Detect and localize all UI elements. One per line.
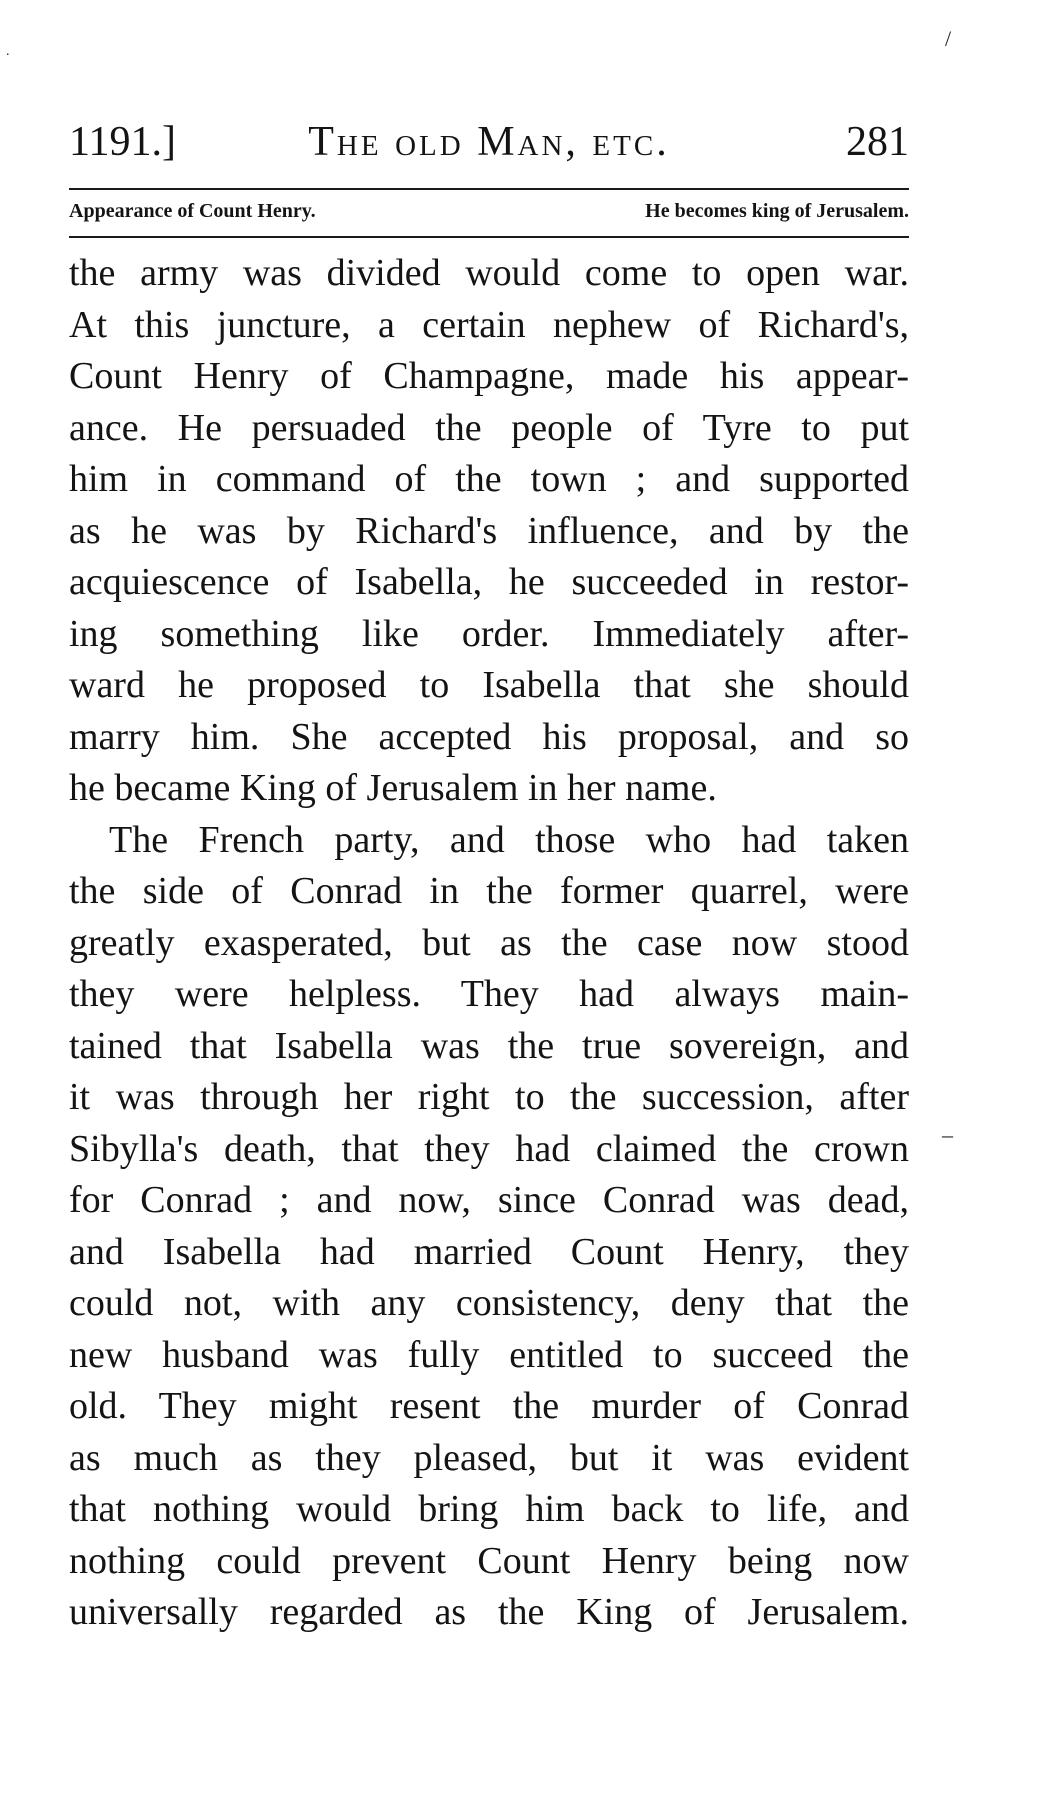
body-text [69,248,909,1639]
text-line: greatly exasperated, but as the case now stood [69,921,909,964]
text-line: him in command of the town ; and supported [69,458,909,500]
text-line: tained that Isabella was the true sovereign, and [69,1024,909,1067]
text-line: he became King of Jerusalem in her name. [69,767,717,809]
page-number: 281 [846,119,909,165]
text-line: the army was divided would come to open war. [69,252,909,294]
text-line: universally regarded as the King of Jerusalem. [69,1591,909,1633]
text-line: Count Henry of Champagne, made his appear- [69,355,909,397]
text-line: could not, with any consistency, deny that the [69,1282,909,1324]
sidenote-left: Appearance of Count Henry. [69,200,316,222]
text-line: Sibylla's death, that they had claimed the crown [69,1127,909,1170]
marginal-summary [69,200,909,230]
text-line: acquiescence of Isabella, he succeeded in restor- [69,561,909,603]
text-line: new husband was fully entitled to succeed the [69,1333,909,1376]
text-line: that nothing would bring him back to life, and [69,1488,909,1530]
ink-tick-mark: / [945,26,952,51]
running-header [69,118,909,178]
paragraph-start-line: The French party, and those who had taken [109,818,909,861]
ink-dot-mark: . [6,44,10,59]
text-line: ance. He persuaded the people of Tyre to put [69,406,909,449]
text-line: as he was by Richard's influence, and by the [69,509,909,552]
text-line: ing something like order. Immediately after- [69,612,909,655]
ink-blot-mark: ‒ [942,1122,953,1147]
text-line: At this juncture, a certain nephew of Richard's, [69,303,909,346]
text-line: the side of Conrad in the former quarrel, were [69,870,909,912]
text-line: they were helpless. They had always main- [69,973,909,1015]
sidenote-right: He becomes king of Jerusalem. [645,200,909,222]
text-line: it was through her right to the succession, after [69,1076,909,1118]
text-line: marry him. She accepted his proposal, and so [69,715,909,758]
header-year: 1191.] [69,119,176,165]
header-title: The old Man, etc. [308,119,670,165]
text-line: old. They might resent the murder of Conrad [69,1385,909,1427]
header-rule-top [69,188,909,190]
header-rule-bottom [69,236,909,238]
text-line: nothing could prevent Count Henry being now [69,1539,909,1582]
text-line: and Isabella had married Count Henry, they [69,1230,909,1273]
text-line: for Conrad ; and now, since Conrad was dead, [69,1179,909,1221]
text-line: ward he proposed to Isabella that she should [69,664,909,706]
text-line: as much as they pleased, but it was evident [69,1436,909,1479]
